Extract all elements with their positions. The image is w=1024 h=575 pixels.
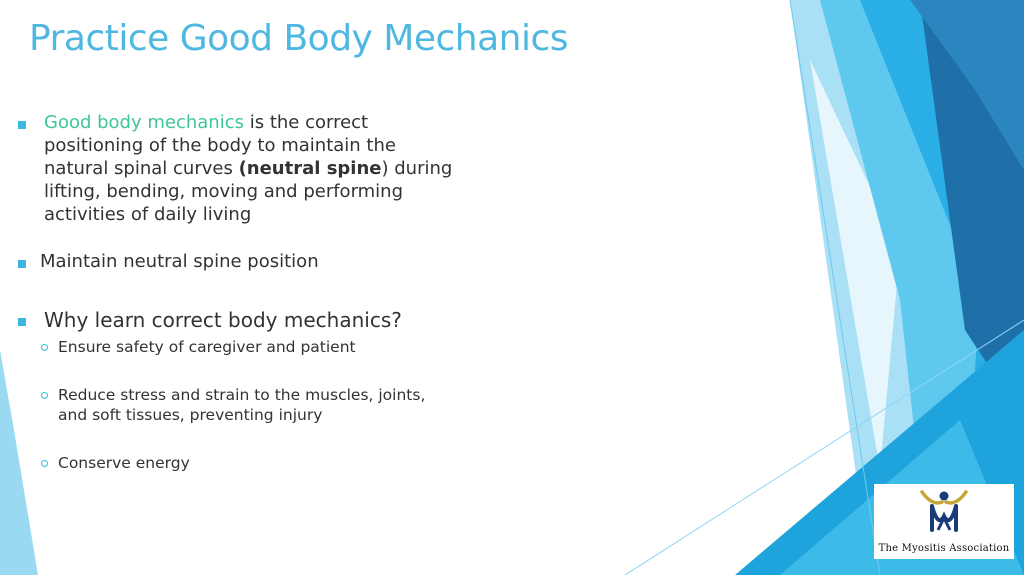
bullet-marker <box>18 260 26 268</box>
bullet-text: ) during lifting, bending, moving and performing activities of daily living <box>44 158 453 225</box>
sub-bullet-marker <box>41 460 48 467</box>
sub-bullet-conserve-energy: Conserve energy <box>58 454 190 472</box>
bullet-text: is the correct positioning of the body to maintain the natural spinal curves <box>44 112 396 179</box>
highlight-term: Good body mechanics <box>44 112 244 133</box>
bullet-marker <box>18 121 26 129</box>
slide-title: Practice Good Body Mechanics <box>29 18 569 59</box>
bold-term: (neutral spine <box>238 158 382 179</box>
left-accent-shape <box>0 350 38 575</box>
bullet-body-mechanics-definition <box>44 111 464 226</box>
sub-bullet-marker <box>41 392 48 399</box>
myositis-association-logo <box>874 484 1014 559</box>
bullet-why-learn: Why learn correct body mechanics? <box>44 308 402 332</box>
myositis-figure-icon <box>874 486 1014 538</box>
sub-bullet-reduce-strain: Reduce stress and strain to the muscles, joints, and soft tissues, preventing injury <box>58 386 426 424</box>
bullet-marker <box>18 318 26 326</box>
sub-bullet-marker <box>41 344 48 351</box>
bullet-neutral-spine: Maintain neutral spine position <box>40 251 319 272</box>
sub-bullet-safety: Ensure safety of caregiver and patient <box>58 338 356 356</box>
logo-caption: The Myositis Association <box>878 543 1010 554</box>
